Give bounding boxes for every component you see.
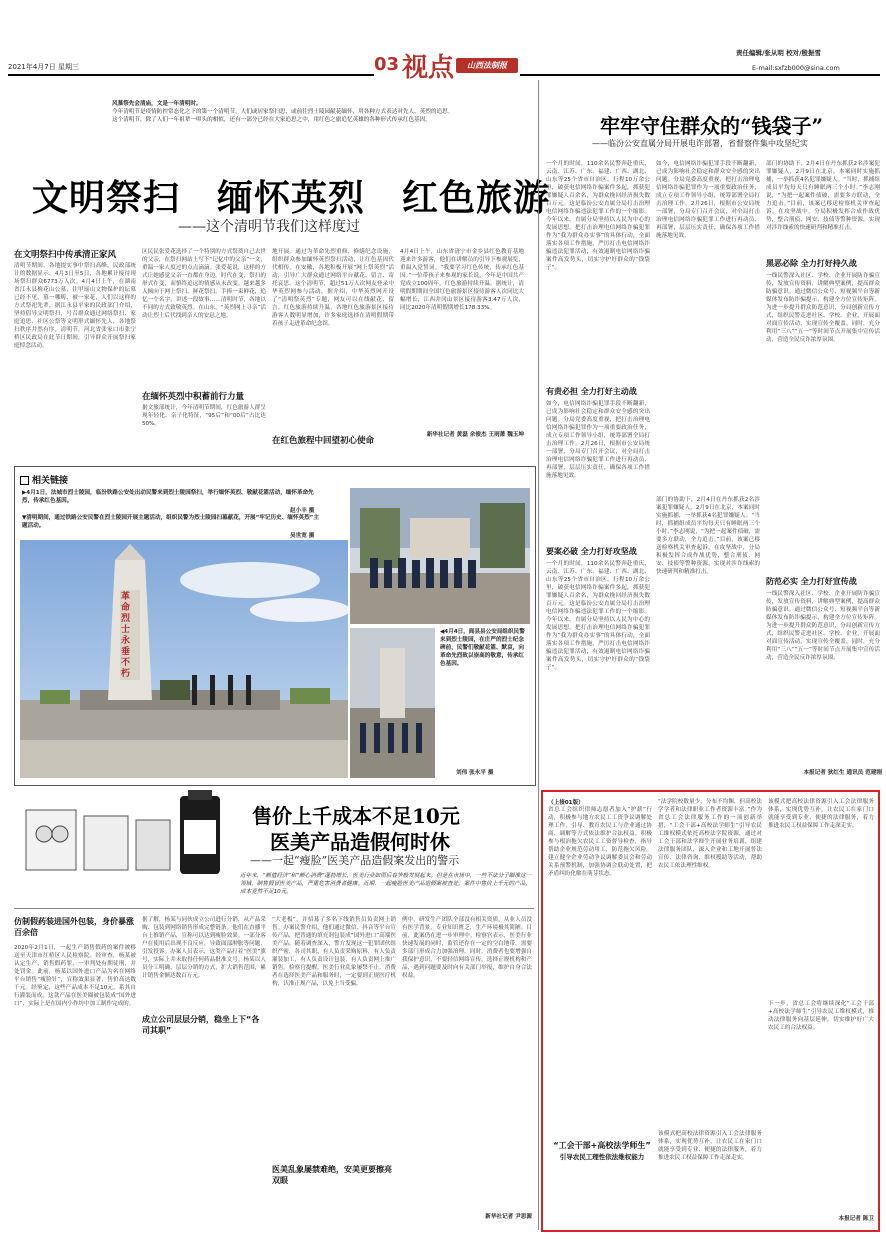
fraud-col-2a: 据了解，杨某与同伙成立公司进行分销，从产品采购、包装到网络销售形成完整链条。他们在直播平台上推销产品，宣称可以达到瘦脸效果。一部分客户在使用后出现不良反应，导致面部肿胀等问题，引发投诉。办案人员表示，这类产品打着“医美”旗号，实际上并未取得任何药品批准文号。杨某以人员分工明确、层层分销的方式，扩大销售范围，累计销售金额达数百万元。 xyxy=(142,917,266,979)
intro-line-3: 这个清明节，除了人们一年祖辈一叩头的相似，还有一部分已经在大家追思之中，用红色之旅追忆英雄的各种形式传承红色基因。 xyxy=(112,117,431,123)
photo-officers xyxy=(350,488,530,624)
boxed-callout-line-2: 引导农民工理性依法维权能力 xyxy=(559,1153,645,1161)
right-byline: 本报记者 狄红生 通讯员 范建刚 xyxy=(803,770,882,776)
right-feature-title: 牢牢守住群众的“钱袋子” xyxy=(600,114,824,138)
fraud-col-3: “大老板”，并招募了多名下线销售员负责网上销售。办案民警介绍，他们通过微信、抖音等平台宣传产品，把普通的填充剂包装成“国外进口”高端医美产品。随着调查深入，警方发现这一犯罪团伙组织严密，各司其职，有人负责采购原料，有人负责灌装加工，有人负责设计包装，有人负责网上推广销售。检察官提醒，医美行业乱象屡禁不止，消费者在选择医美产品和服务时，一定要到正规医疗机构，认准正规产品，以免上当受骗。 xyxy=(272,917,396,987)
fraud-illustration xyxy=(12,790,232,880)
photo-ceremony xyxy=(350,628,435,778)
right-col-3b: 一线民警深入社区、学校、企业开展防诈骗宣传，发放宣传资料，讲解典型案例，提高群众防骗意识。通过微信公众号、短视频平台等新媒体发布防诈骗提示，构建全方位宣传矩阵。为进一步提升群众防范意识，分局创新宣传方式，组织民警走进社区、学校、企业，开展面对面宣传活动，实现宣传全覆盖。同时，充分利用“三八”“五一”等时间节点开展集中宣传活动，营造全民反诈浓厚氛围。 xyxy=(766,273,880,343)
right-col-2a: 如今，电信网络诈骗犯罪手段不断翻新，已成为影响社会稳定和群众安全感的突出问题。分局党委高度重视，把打击治理电信网络诈骗犯罪作为一项重要政治任务，成立专项工作领导小组，统筹部署全局打击治理工作。2月26日，根据市公安局统一部署，分局专门召开会议，对全局打击治理电信网络诈骗犯罪工作进行再动员、再部署，层层压实责任，确保各项工作措施落地见效。 xyxy=(656,161,760,239)
photo-box-title: 相关链接 xyxy=(32,476,69,486)
monument-text: 革命烈士永垂不朽 xyxy=(121,592,131,679)
intro-block xyxy=(112,100,560,124)
right-col-1c: 一个月的时间，110余名民警奔赴重庆、云南、江苏、广东、福建、广西、湖北、山东等25个省市自治区，行程10万余公里，破获电信网络诈骗案件多起，抓获犯罪嫌疑人百余名，为群众挽回经济损失数百万元。这是临汾公安直属分局打击治理电信网络诈骗违法犯罪工作的一个缩影。今年以来，直属分局坚持以人民为中心的发展思想，把打击治理电信网络诈骗犯罪作为“我为群众办实事”的具体行动，全面落实各项工作措施，严厉打击电信网络诈骗违法犯罪活动，有效遏制电信网络诈骗案件高发势头，切实守护好群众的“钱袋子”。 xyxy=(546,561,650,671)
masthead-logo xyxy=(456,58,518,73)
lead-col-2a: 区民民张爱花选择了一个特别的方式祭奠自己去世的父亲，在祭扫网站上写下“记亿中的父亲”一文，重温一家人度过的点点滴滴。张爱花说，这样的方式让她感觉父亲一直都在身边。时代在变，祭扫的形式在变，而慎终追远的情感从未改变。越来越多人倾向于网上祭扫、鲜花祭扫。手捧一束鲜花，追忆一个名字，讲述一段故事……清明时节，各地以不同的方式致敬英烈。在山东，“英烈网上寻亲”活动让烈士后代找到亲人的安息之地。 xyxy=(142,249,266,319)
header-date: 2021年4月7日 星期三 xyxy=(8,63,79,71)
boxed-col-2b: 该模式把高校法律资源引入工会法律服务体系，实现优势互补，让农民工在家门口就能享受到专业、便捷的法律服务，着力推进农民工权益保障工作走深走实。 xyxy=(658,1131,762,1161)
lead-section-2-title: 在缅怀英烈中积蓄前行力量 xyxy=(142,392,245,402)
masthead-name: 山西法制报 xyxy=(467,60,507,70)
right-col-3a: 部门的协助下，2月4日在丹东抓获2名涉案犯罪嫌疑人，2月9日在北京，本案同时实施抓捕，一举抓获4名犯罪嫌疑人。“当时，抓捕组成员平均每天只有睡眠两三个小时。”李志刚说，“为把一起案件侦破，需要多方联动，全力追击。”目前，该案已移送检察机关审查起诉。在攻坚战中，分局积极发挥合成作战优势，整合刑侦、网安、技侦等警种资源，实现对涉诈线索的快速研判和精准打击。 xyxy=(766,161,880,231)
fraud-section-1-title: 仿制假药装进国外包装，身价暴涨百余倍 xyxy=(14,917,134,937)
lead-byline: 新华社记者 黄磊 余俊杰 王雨萧 魏玉坤 xyxy=(426,432,524,438)
boxed-byline: 本报记者 陈卫 xyxy=(838,1216,874,1222)
photo-caption-3: ◀4月4日，阎县县公安局组织民警来到烈士陵园，在庄严的烈士纪念碑前，民警们敬献花篮、默哀，向革命先烈致以崇高的敬意，传承红色基因。 xyxy=(440,629,525,667)
fraud-section-2-title: 成立公司层层分销，稳坐上下“各司其职” xyxy=(142,1015,260,1035)
right-section-3-title: 黑恶必除 全力打好持久战 xyxy=(766,259,857,268)
editor-line: 责任编辑/张从明 校对/殷振雪 xyxy=(736,49,822,57)
fraud-intro: 近年来，“颜值经济”和“颜心消费”蓬勃增长，医美行业如雨后春笋般发展起来。但是在市场中，一些不法分子瞄准这一领域，制售假冒医美产品，严重危害消费者健康。近期，一起瘦脸医美产品造假案被查处，案件中售价上千元的产品，成本竟然不足10元。 xyxy=(240,873,532,895)
lead-col-2b: 据文旅部统计，今年清明节期间，红色旅游人群呈现年轻化、亲子化特征，“95后”和“00后”占比达50%。 xyxy=(142,405,266,427)
square-icon xyxy=(20,476,29,485)
right-section-1-title: 有责必担 全力打好主动战 xyxy=(546,387,637,396)
fraud-subtitle: ——一起“瘦脸”医美产品造假案发出的警示 xyxy=(250,854,460,867)
boxed-col-2a: “法学院校数量少，分布不均衡，但高校法学学者和法律职业工作者资源丰富。”作为省总工会法律服务工作的一项创新举措，“工会干部+高校法学师生”引导农民工维权模式依托高校法学院资源，通过对工会干部和法学师生开展业务培训，组建法律服务团队，深入企业和工地开展普法宣传、法律咨询、维权援助等活动，帮助农民工依法理性维权。 xyxy=(658,799,762,869)
photo-credit-2: 吴世宽 摄 xyxy=(290,533,315,539)
photo-box-heading xyxy=(20,473,68,486)
section-title: 视点 xyxy=(402,53,455,83)
fraud-col-1: 2020年2月1日，一起生产销售假药的案件被移送至天津市红桥区人民检察院。经审查，杨某被认定生产、销售假药罪，一审判处有期徒刑，并处罚金。此前，杨某以国外进口产品为名在网络平台销售“瘦脸针”，宣称效果显著，售价高达数千元。经鉴定，这些产品成本不足10元，系其自行灌装而成。这款产品在医美圈被包装成“国外进口”，实际上是在国内小作坊中加工制作完成的。 xyxy=(14,945,136,1007)
fraud-section-3-title: 医美乱象屡禁难绝，安美更要擦亮双眼 xyxy=(272,1165,392,1185)
header-rule-right xyxy=(520,74,880,76)
boxed-callout-line-1: “工会干部+高校法学师生” xyxy=(553,1141,651,1150)
photo-caption-2: ▼清明期间，通过铁路公安民警在烈士陵园开展主题活动，组织民警为烈士陵园扫墓献花，开展“牢记历史、缅怀英烈”主题活动。 xyxy=(22,515,319,529)
boxed-col-3b: 下一步，省总工会将继续深化“工会干部+高校法学师生”引导农民工维权模式，推动法律服务向基层延伸，切实维护好广大农民工的合法权益。 xyxy=(768,1001,874,1031)
right-col-1a: 一个月的时间，110余名民警奔赴重庆、云南、江苏、广东、福建、广西、湖北、山东等25个省市自治区，行程10万余公里，破获电信网络诈骗案件多起，抓获犯罪嫌疑人百余名，为群众挽回经济损失数百万元。这是临汾公安直属分局打击治理电信网络诈骗违法犯罪工作的一个缩影。今年以来，直属分局坚持以人民为中心的发展思想，把打击治理电信网络诈骗犯罪作为“我为群众办实事”的具体行动，全面落实各项工作措施，严厉打击电信网络诈骗违法犯罪活动，有效遏制电信网络诈骗案件高发势头，切实守护好群众的“钱袋子”。 xyxy=(546,161,650,271)
fraud-divider xyxy=(14,908,534,909)
lead-title: 文明祭扫 缅怀英烈 红色旅游 xyxy=(32,177,551,219)
photo-caption-1: ▶4月1日，法城市烈士陵园，临汾铁路公安处出动民警来到烈士陵园祭扫，举行缅怀英烈、敬献花篮活动，缅怀革命先烈，传承红色基因。 xyxy=(22,490,314,504)
right-section-4-title: 防范必实 全力打好宣传战 xyxy=(766,577,857,586)
photo-credit-1: 赵小丰 摄 xyxy=(290,508,315,514)
intro-line-2: 今年清明节是疫情防控常态化之下的第一个清明节，人们或居家祭扫思，或前往烈士陵园献花缅怀，用各种方式表达对先人、英烈的追思。 xyxy=(112,109,454,115)
lead-col-1: 清明节期间，各地提实事中祭扫高峰，民政部统计的数据显示，4月3日至5日，各地累计接待现场祭扫群众6773万人次。4月4日上午，在湖南省江永县梅花山公墓，住甲瑶山文物保护的坛墓已经不见，墓一哪畴、被一家花，人们以这样的方式祭祀先辈。据江永县平家的民政部门介绍，坚持倡导文明祭扫，号召群众通过网络祭扫、家庭追思、社区公祭等文明形式缅怀先人，各地祭扫秩序井然有序。清明节，河北省张家口市张宁桥区民政局在此节日期间，引导群众开展祭扫家庭悼念活动。 xyxy=(14,263,136,349)
email-line: E-mail:sxfzb000@sina.com xyxy=(752,64,840,72)
header-rule-left xyxy=(8,74,374,76)
lead-subtitle: ——这个清明节我们这样度过 xyxy=(178,219,360,235)
right-section-2-title: 要案必破 全力打好攻坚战 xyxy=(546,547,637,556)
main-column-divider xyxy=(538,80,539,1230)
photo-credit-3: 刘伟 张永平 摄 xyxy=(456,770,494,776)
lead-col-3a: 地开展。通过为革命先烈重修、修缮纪念设施，组织群众参加缅怀英烈祭扫活动，让红色基因代代相传。在安徽，各地积极开展“网上祭英烈”活动，引导广大群众通过网络平台献花、留言、寄托哀思。这个清明节，超过51万人次网友登录中华英烈网参与活动。据介绍，中华英烈网开设了“清明祭英烈”专题，网友可以在线献花、留言。红色旅游持续升温，各地红色旅游景区接待游客人数明显增加，许多家庭选择在清明假期带着孩子走进革命纪念馆。 xyxy=(272,249,394,327)
lead-section-1-title: 在文明祭扫中传承清正家风 xyxy=(14,250,117,260)
lead-section-3-title: 在红色旅程中回望初心使命 xyxy=(272,436,375,446)
right-col-3c: 一线民警深入社区、学校、企业开展防诈骗宣传，发放宣传资料，讲解典型案例，提高群众防骗意识。通过微信公众号、短视频平台等新媒体发布防诈骗提示，构建全方位宣传矩阵。为进一步提升群众防范意识，分局创新宣传方式，组织民警走进社区、学校、企业，开展面对面宣传活动，实现宣传全覆盖。同时，充分利用“三八”“五一”等时间节点开展集中宣传活动，营造全民反诈浓厚氛围。 xyxy=(766,591,880,661)
fraud-title: 售价上千成本不足10元 xyxy=(252,804,460,828)
boxed-col-1: 省总工会组织律师志愿者加入“护薪”行动，积极参与地方农民工工资争议调解处理工作，引导、教育农民工与企业通过协商、调解等方式依法维护合法权益。积极参与根治拖欠农民工工资督导检查，指导帮助企业规范劳动用工，防范拖欠风险。建立健全企业劳动争议调解委员会和劳动关系预警机制，加强协调会联动处置，把矛盾纠纷化解在萌芽状态。 xyxy=(548,807,652,877)
intro-line-1: 风慕祭先会清庙，文是一年清明时。 xyxy=(112,101,202,107)
right-feature-subtitle: ——临汾公安直属分局开展电诈部署，省督察件集中攻坚纪实 xyxy=(592,139,808,148)
boxed-col-3: 该模式把高校法律资源引入工会法律服务体系，实现优势互补，让农民工在家门口就能享受到专业、便捷的法律服务，着力推进农民工权益保障工作走深走实。 xyxy=(768,799,874,829)
right-col-2b: 部门的协助下，2月4日在丹东抓获2名涉案犯罪嫌疑人，2月9日在北京，本案同时实施抓捕，一举抓获4名犯罪嫌疑人。“当时，抓捕组成员平均每天只有睡眠两三个小时。”李志刚说，“为把一起案件侦破，需要多方联动，全力追击。”目前，该案已移送检察机关审查起诉。在攻坚战中，分局积极发挥合成作战优势，整合刑侦、网安、技侦等警种资源，实现对涉诈线索的快速研判和精准打击。 xyxy=(656,497,760,575)
photo-monument xyxy=(20,540,348,778)
fraud-title-2: 医美产品造假何时休 xyxy=(270,830,450,854)
page-number: 03 xyxy=(374,54,400,75)
fraud-col-4: 例中，研发生产团队全部没有相关资质，从业人员没有医学背景，专业知识匮乏，生产环境极其简陋。目前，此案仍在进一步审理中。检察官表示，医美行业快速发展的同时，监管还存在一定的空白地带，需要多部门形成合力加强治理。同时，消费者也要增强自我保护意识，不要轻信网络宣传，选择正规机构和产品，遇到问题要及时向有关部门举报，维护自身合法权益。 xyxy=(402,917,532,979)
boxed-source: （上接01版） xyxy=(548,800,584,806)
boxed-callout xyxy=(552,1140,652,1162)
right-col-1b: 如今，电信网络诈骗犯罪手段不断翻新，已成为影响社会稳定和群众安全感的突出问题。分局党委高度重视，把打击治理电信网络诈骗犯罪作为一项重要政治任务，成立专项工作领导小组，统筹部署全局打击治理工作。2月26日，根据市公安局统一部署，分局专门召开会议，对全局打击治理电信网络诈骗犯罪工作进行再动员、再部署，层层压实责任，确保各项工作措施落地见效。 xyxy=(546,401,650,479)
lead-col-4: 4月4日上午，山东省济宁市金乡县红色教育基地迎来许多游客，他们在讲解员的引导下参观展览，重温入党誓词。“我要学习红色传统，传承红色基因。”一位带孩子来参观的家长说。今年是中国共产党成立100周年，红色旅游持续升温。据统计，清明假期期间全国红色旅游景区接待游客人次同比大幅增长，江西井冈山景区接待游客3.47万人次，同比2020年清明假期增长178.33%。 xyxy=(400,249,524,311)
fraud-byline: 新华社记者 尹思源 xyxy=(485,1214,532,1220)
